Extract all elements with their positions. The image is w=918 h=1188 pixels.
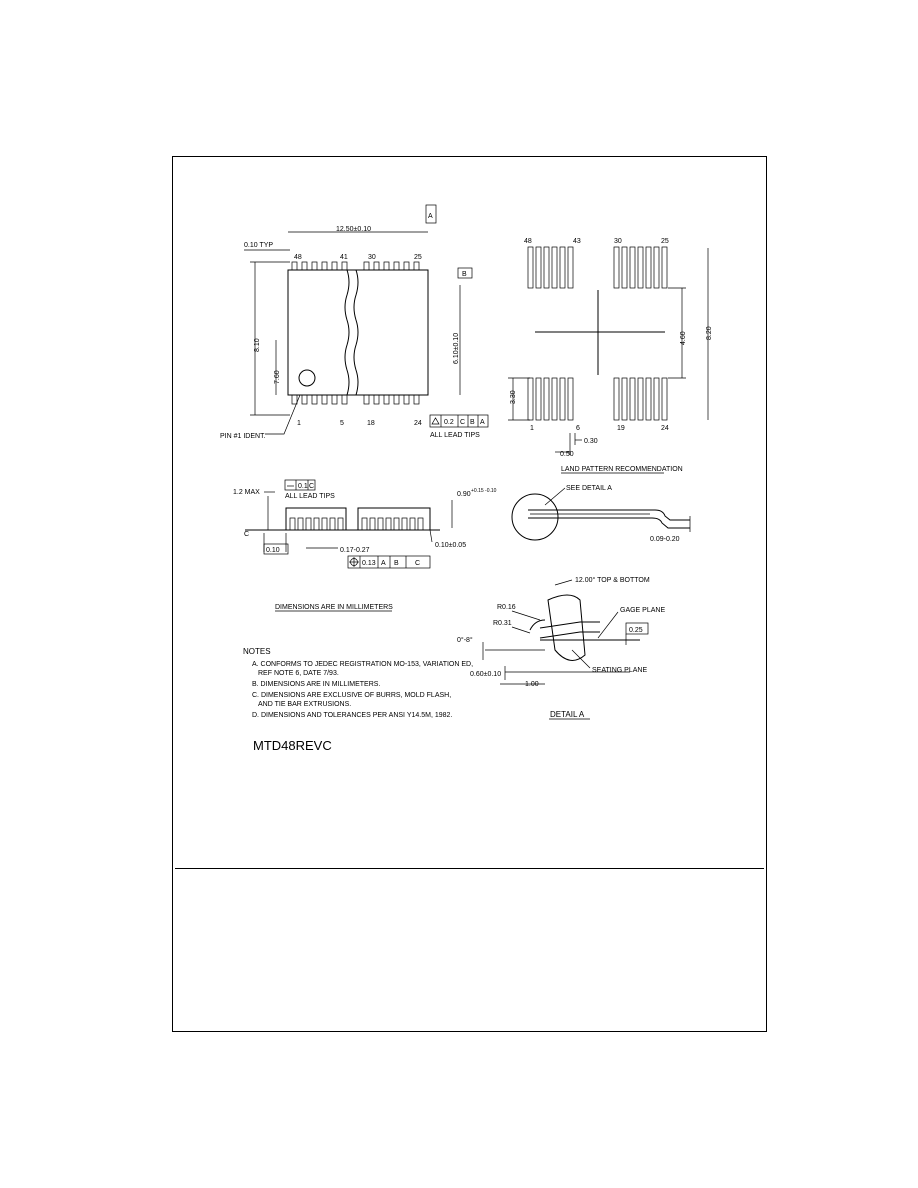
lead bbox=[364, 395, 369, 404]
pin-label-25: 25 bbox=[414, 254, 422, 261]
lead bbox=[302, 262, 307, 270]
side-lead bbox=[290, 518, 295, 530]
top-tol-datum-c: C bbox=[460, 419, 466, 426]
pin-label-5: 5 bbox=[340, 420, 344, 427]
land-pad bbox=[560, 378, 565, 420]
side-lead bbox=[338, 518, 343, 530]
land-pads-top bbox=[528, 247, 667, 288]
lead bbox=[302, 395, 307, 404]
profile-icon bbox=[432, 418, 439, 424]
dim-330-text: 3.30 bbox=[510, 390, 517, 404]
side-pos-value: 0.13 bbox=[362, 560, 376, 567]
lead bbox=[332, 262, 337, 270]
lead bbox=[374, 262, 379, 270]
side-pos-datum-b: B bbox=[394, 560, 399, 567]
lead bbox=[384, 262, 389, 270]
lead bbox=[332, 395, 337, 404]
top-tol-datum-a: A bbox=[480, 419, 485, 426]
detail-a-gage-plane: GAGE PLANE bbox=[620, 607, 666, 614]
side-lead bbox=[386, 518, 391, 530]
lead bbox=[342, 262, 347, 270]
top-tol-datum-b: B bbox=[470, 419, 475, 426]
side-lead bbox=[362, 518, 367, 530]
land-pad bbox=[544, 247, 549, 288]
land-pin-6: 6 bbox=[576, 425, 580, 432]
top-leads bbox=[292, 262, 419, 270]
land-pin-30: 30 bbox=[614, 238, 622, 245]
detail-a-dim-100: 1.00 bbox=[525, 681, 539, 688]
detail-a-gage-val: 0.25 bbox=[629, 627, 643, 634]
side-lead bbox=[394, 518, 399, 530]
side-lead bbox=[410, 518, 415, 530]
land-pad bbox=[536, 378, 541, 420]
detail-a bbox=[457, 576, 665, 719]
side-datum-c: C bbox=[244, 531, 250, 538]
land-pad bbox=[638, 378, 643, 420]
side-leads bbox=[290, 518, 423, 530]
detail-a-lead-body bbox=[548, 595, 585, 660]
side-lead bbox=[402, 518, 407, 530]
detail-a-seating-plane: SEATING PLANE bbox=[592, 667, 648, 674]
side-dim-right: 0.90 bbox=[457, 491, 471, 498]
land-pad bbox=[662, 378, 667, 420]
land-pad bbox=[630, 247, 635, 288]
detail-a-top-label: 12.00° TOP & BOTTOM bbox=[575, 577, 650, 584]
lead bbox=[312, 262, 317, 270]
land-title: LAND PATTERN RECOMMENDATION bbox=[561, 466, 683, 473]
dim-460-text: 4.60 bbox=[680, 331, 687, 345]
land-pad bbox=[614, 247, 619, 288]
lead bbox=[312, 395, 317, 404]
pin1-label: PIN #1 IDENT. bbox=[220, 433, 266, 440]
detail-a-dim-060: 0.60±0.10 bbox=[470, 671, 502, 678]
land-pad bbox=[568, 247, 573, 288]
land-pattern bbox=[508, 238, 713, 473]
land-pad bbox=[560, 247, 565, 288]
land-pad bbox=[630, 378, 635, 420]
lead bbox=[404, 395, 409, 404]
pin-label-1: 1 bbox=[297, 420, 301, 427]
side-lead bbox=[314, 518, 319, 530]
top-view bbox=[220, 205, 488, 440]
pin-label-41: 41 bbox=[340, 254, 348, 261]
side-lead bbox=[418, 518, 423, 530]
bottom-leads bbox=[292, 395, 419, 404]
land-pad bbox=[614, 378, 619, 420]
detail-ref-dim: 0.09-0.20 bbox=[650, 536, 680, 543]
side-tol-value: 0.1 bbox=[298, 483, 308, 490]
side-lead bbox=[370, 518, 375, 530]
detail-a-title: DETAIL A bbox=[550, 710, 585, 719]
lead bbox=[374, 395, 379, 404]
land-pad bbox=[544, 378, 549, 420]
top-all-lead-tips: ALL LEAD TIPS bbox=[430, 432, 480, 439]
dim-right-text: 6.10±0.10 bbox=[453, 332, 460, 364]
lead bbox=[322, 395, 327, 404]
break-line-right bbox=[354, 270, 358, 395]
land-pad bbox=[662, 247, 667, 288]
side-max-label: 1.2 MAX bbox=[233, 489, 260, 496]
side-tol-frame bbox=[285, 480, 315, 490]
lead bbox=[292, 395, 297, 404]
land-pad bbox=[552, 378, 557, 420]
lead bbox=[322, 262, 327, 270]
land-pad bbox=[646, 247, 651, 288]
note-a-2: REF NOTE 6, DATE 7/93. bbox=[258, 670, 339, 677]
detail-circle bbox=[512, 494, 558, 540]
lead bbox=[414, 262, 419, 270]
dim-top-text: 12.50±0.10 bbox=[336, 226, 371, 233]
datum-b-text: B bbox=[462, 271, 467, 278]
side-pos-datum-c: C bbox=[415, 560, 421, 567]
land-pads-bottom bbox=[528, 378, 667, 420]
land-pin-24: 24 bbox=[661, 425, 669, 432]
lead bbox=[404, 262, 409, 270]
pin1-ident-mark bbox=[299, 370, 315, 386]
lead bbox=[394, 262, 399, 270]
dim-050-text: 0.50 bbox=[560, 451, 574, 458]
land-pad bbox=[528, 378, 533, 420]
side-lead bbox=[306, 518, 311, 530]
lead bbox=[414, 395, 419, 404]
detail-a-r016: R0.16 bbox=[497, 604, 516, 611]
pin-label-18: 18 bbox=[367, 420, 375, 427]
side-dim-right-tol: +0.15 -0.10 bbox=[471, 488, 497, 494]
note-c-1: C. DIMENSIONS ARE EXCLUSIVE OF BURRS, MOLD FLASH, bbox=[252, 692, 452, 699]
datum-a-text: A bbox=[428, 213, 433, 220]
land-pad bbox=[654, 247, 659, 288]
land-pad bbox=[536, 247, 541, 288]
land-pad bbox=[622, 247, 627, 288]
side-pos-frame bbox=[348, 556, 430, 568]
land-pad bbox=[568, 378, 573, 420]
side-dim-lead: 0.10±0.05 bbox=[435, 542, 467, 549]
land-pad bbox=[552, 247, 557, 288]
lead bbox=[292, 262, 297, 270]
pin-label-30: 30 bbox=[368, 254, 376, 261]
note-b: B. DIMENSIONS ARE IN MILLIMETERS. bbox=[252, 681, 381, 688]
side-pos-datum-a: A bbox=[381, 560, 386, 567]
tip-dim-text: 0.10 TYP bbox=[244, 242, 274, 249]
land-pad bbox=[638, 247, 643, 288]
pin-label-48: 48 bbox=[294, 254, 302, 261]
land-pin-19: 19 bbox=[617, 425, 625, 432]
dim-8-text: 8.10 bbox=[254, 338, 261, 352]
top-tol-value: 0.2 bbox=[444, 419, 454, 426]
side-all-lead-tips: ALL LEAD TIPS bbox=[285, 493, 335, 500]
lead bbox=[342, 395, 347, 404]
drawing-number: MTD48REVC bbox=[253, 738, 332, 753]
land-pad bbox=[654, 378, 659, 420]
dimensions-note: DIMENSIONS ARE IN MILLIMETERS bbox=[275, 604, 393, 611]
notes-title: NOTES bbox=[243, 647, 271, 656]
lead bbox=[364, 262, 369, 270]
notes bbox=[243, 647, 473, 719]
land-pad bbox=[622, 378, 627, 420]
dim-820-text: 8.20 bbox=[706, 326, 713, 340]
see-detail-label: SEE DETAIL A bbox=[566, 485, 612, 492]
side-tol-datum: C bbox=[309, 483, 315, 490]
detail-reference bbox=[512, 485, 690, 543]
side-lead bbox=[322, 518, 327, 530]
land-pin-43: 43 bbox=[573, 238, 581, 245]
side-lead bbox=[330, 518, 335, 530]
side-dim-010: 0.10 bbox=[266, 547, 280, 554]
pin-label-24: 24 bbox=[414, 420, 422, 427]
detail-a-r031: R0.31 bbox=[493, 620, 512, 627]
note-d: D. DIMENSIONS AND TOLERANCES PER ANSI Y14.5M, 1982. bbox=[252, 712, 453, 719]
side-lead bbox=[298, 518, 303, 530]
land-pad bbox=[646, 378, 651, 420]
top-tol-frame bbox=[430, 415, 488, 427]
lead bbox=[394, 395, 399, 404]
land-pad bbox=[528, 247, 533, 288]
side-dim-017: 0.17-0.27 bbox=[340, 547, 370, 554]
land-pin-25: 25 bbox=[661, 238, 669, 245]
pin1-leader bbox=[265, 395, 300, 434]
dim-7-text: 7.60 bbox=[274, 370, 281, 384]
lead bbox=[384, 395, 389, 404]
land-pin-1: 1 bbox=[530, 425, 534, 432]
break-line-left bbox=[345, 270, 349, 395]
note-c-2: AND TIE BAR EXTRUSIONS. bbox=[258, 701, 352, 708]
note-a-1: A. CONFORMS TO JEDEC REGISTRATION MO-153, VARIATION ED, bbox=[252, 661, 474, 668]
side-lead bbox=[378, 518, 383, 530]
side-view bbox=[233, 480, 497, 568]
dim-030-text: 0.30 bbox=[584, 438, 598, 445]
land-pin-48: 48 bbox=[524, 238, 532, 245]
detail-a-angle: 0°-8° bbox=[457, 637, 473, 644]
